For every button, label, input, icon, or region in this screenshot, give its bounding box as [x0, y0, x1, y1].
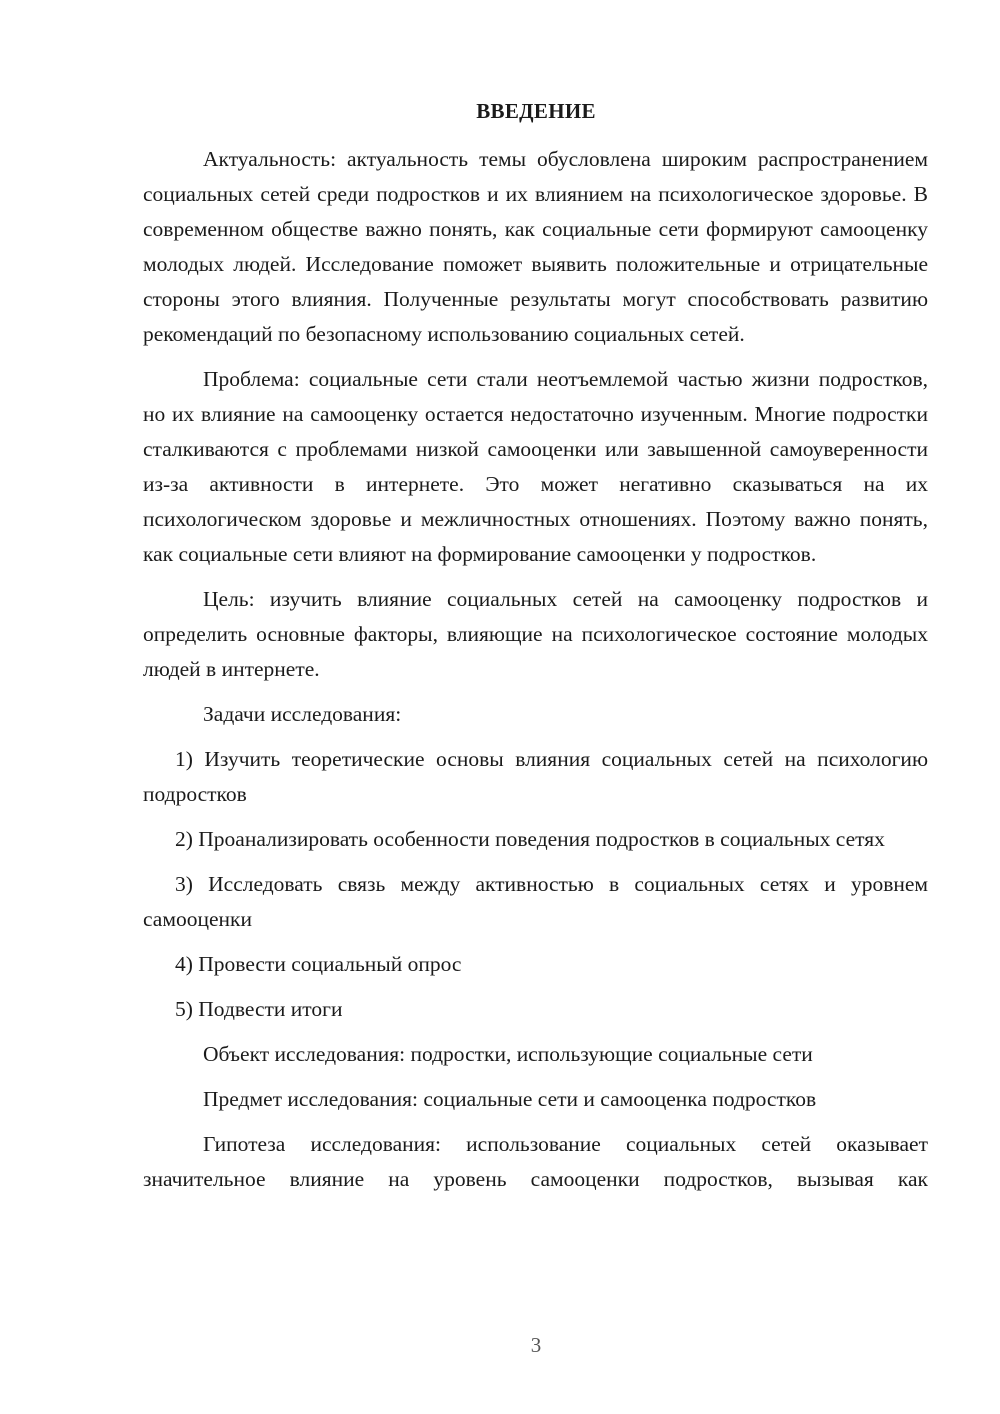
page-body: [143, 142, 928, 1207]
tasks-title: Задачи исследования:: [203, 702, 402, 726]
research-object: Объект исследования: подростки, использующие социальные сети: [203, 1042, 813, 1066]
task-item-2: 2) Проанализировать особенности поведения подростков в социальных сетях: [175, 827, 885, 851]
problem-paragraph: Проблема: социальные сети стали неотъемлемой частью жизни подростков, но их влияние на самооценку остается недостаточно изученным. Многие подростки сталкиваются с проблемами низкой самооценки или завышенной самоуверенности из-за активности в интернете. Это может негативно сказываться на их психологическом здоровье и межличностных отношениях. Поэтому важно понять, как социальные сети влияют на формирование самооценки у подростков.: [143, 367, 928, 566]
relevance-paragraph: Актуальность: актуальность темы обусловлена широким распространением социальных сетей среди подростков и их влиянием на психологическое здоровье. В современном обществе важно понять, как социальные сети формируют самооценку молодых людей. Исследование поможет выявить положительные и отрицательные стороны этого влияния. Полученные результаты могут способствовать развитию рекомендаций по безопасному использованию социальных сетей.: [143, 147, 928, 346]
task-item-1: 1) Изучить теоретические основы влияния социальных сетей на психологию подростков: [143, 747, 928, 806]
task-item-3: 3) Исследовать связь между активностью в социальных сетях и уровнем самооценки: [143, 872, 928, 931]
goal-paragraph: Цель: изучить влияние социальных сетей на самооценку подростков и определить основные факторы, влияющие на психологическое состояние молодых людей в интернете.: [143, 587, 928, 681]
research-subject: Предмет исследования: социальные сети и самооценка подростков: [203, 1087, 817, 1111]
hypothesis-paragraph: Гипотеза исследования: использование социальных сетей оказывает значительное влияние на уровень самооценки подростков, вызывая как: [143, 1132, 928, 1191]
task-item-5: 5) Подвести итоги: [175, 997, 343, 1021]
task-item-4: 4) Провести социальный опрос: [175, 952, 462, 976]
page-number: 3: [530, 1333, 542, 1357]
section-heading: ВВЕДЕНИЕ: [476, 99, 596, 123]
